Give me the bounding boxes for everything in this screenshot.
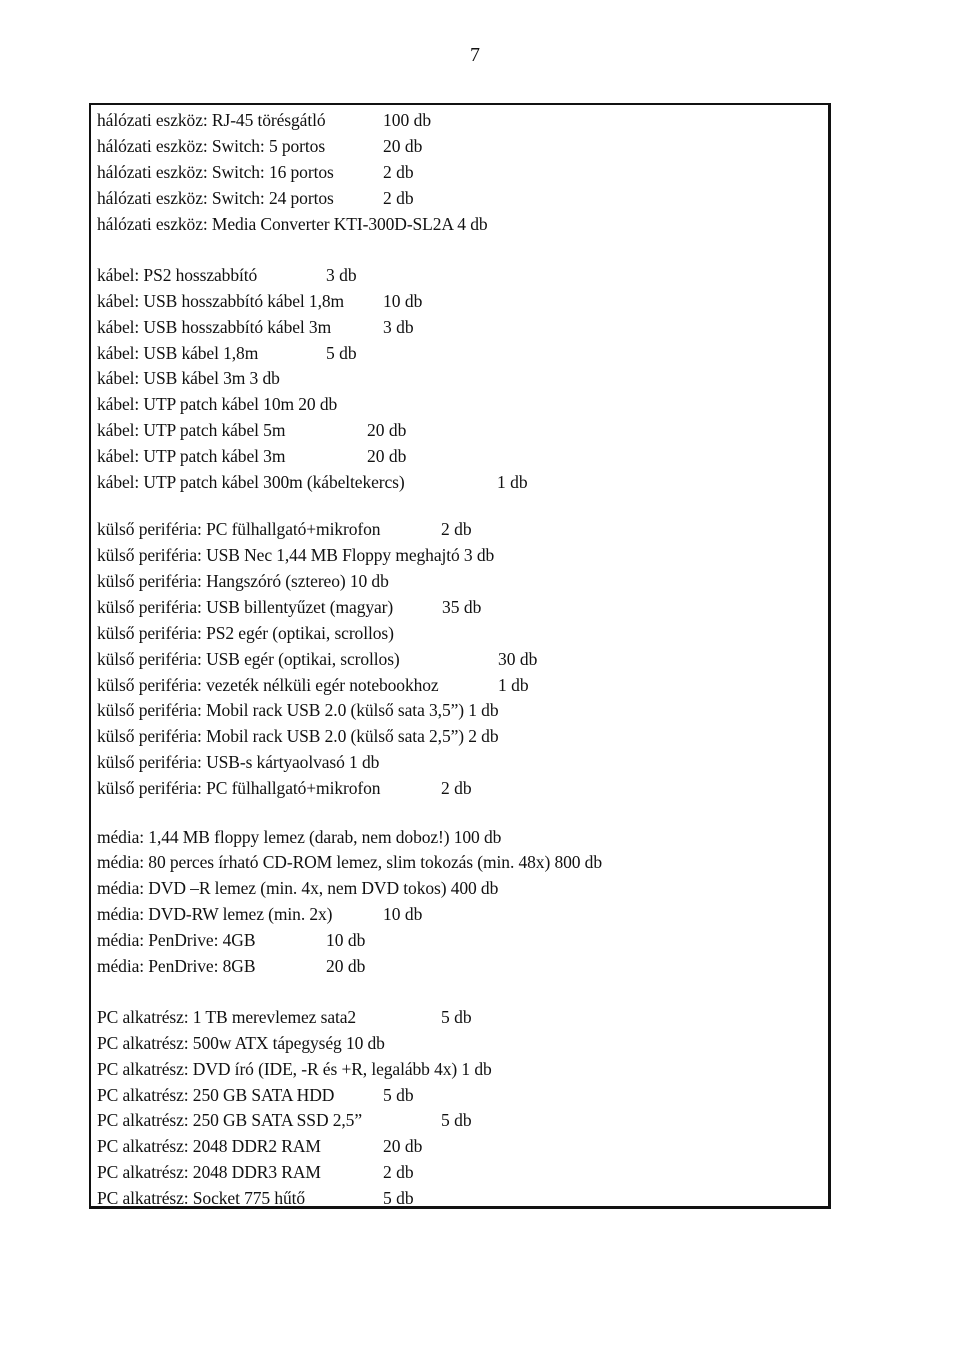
quantity: 20 db xyxy=(326,956,366,976)
list-item: PC alkatrész: 250 GB SATA SSD 2,5” xyxy=(97,1110,362,1130)
list-item: kábel: UTP patch kábel 10m 20 db xyxy=(97,394,338,414)
quantity: 20 db xyxy=(367,446,407,466)
quantity: 100 db xyxy=(383,110,432,130)
list-item: PC alkatrész: 500w ATX tápegység 10 db xyxy=(97,1033,385,1053)
quantity: 10 db xyxy=(383,904,423,924)
list-item: külső periféria: USB egér (optikai, scrollos) xyxy=(97,649,400,669)
quantity: 2 db xyxy=(441,778,472,798)
list-item: hálózati eszköz: Switch: 5 portos xyxy=(97,136,326,156)
list-item: kábel: USB hosszabbító kábel 3m xyxy=(97,317,332,337)
list-item: kábel: UTP patch kábel 300m (kábeltekercs) xyxy=(97,472,405,492)
quantity: 5 db xyxy=(441,1007,472,1027)
quantity: 5 db xyxy=(383,1188,414,1208)
list-item: PC alkatrész: DVD író (IDE, -R és +R, legalább 4x) 1 db xyxy=(97,1059,492,1079)
list-item: kábel: UTP patch kábel 3m xyxy=(97,446,286,466)
quantity: 2 db xyxy=(383,162,414,182)
list-item: PC alkatrész: 2048 DDR3 RAM xyxy=(97,1162,321,1182)
quantity: 1 db xyxy=(497,472,528,492)
page-number: 7 xyxy=(470,44,480,66)
list-item: külső periféria: PC fülhallgató+mikrofon xyxy=(97,778,381,798)
list-item: kábel: PS2 hosszabbító xyxy=(97,265,258,285)
list-item: kábel: USB kábel 1,8m xyxy=(97,343,259,363)
list-item: média: PenDrive: 8GB xyxy=(97,956,256,976)
list-item: PC alkatrész: 1 TB merevlemez sata2 xyxy=(97,1007,357,1027)
list-item: média: DVD-RW lemez (min. 2x) xyxy=(97,904,333,924)
quantity: 5 db xyxy=(441,1110,472,1130)
quantity: 20 db xyxy=(383,1136,423,1156)
list-item: PC alkatrész: Socket 775 hűtő xyxy=(97,1188,306,1208)
quantity: 35 db xyxy=(442,597,482,617)
list-item: média: 80 perces írható CD-ROM lemez, slim tokozás (min. 48x) 800 db xyxy=(97,852,602,872)
quantity: 10 db xyxy=(326,930,366,950)
list-item: média: 1,44 MB floppy lemez (darab, nem doboz!) 100 db xyxy=(97,827,502,847)
list-item: külső periféria: Mobil rack USB 2.0 (külső sata 3,5”) 1 db xyxy=(97,700,499,720)
list-item: külső periféria: USB-s kártyaolvasó 1 db xyxy=(97,752,380,772)
quantity: 5 db xyxy=(326,343,357,363)
list-item: hálózati eszköz: Media Converter KTI-300D-SL2A 4 db xyxy=(97,214,488,234)
quantity: 5 db xyxy=(383,1085,414,1105)
list-item: külső periféria: Hangszóró (sztereo) 10 db xyxy=(97,571,389,591)
list-item: média: DVD –R lemez (min. 4x, nem DVD tokos) 400 db xyxy=(97,878,499,898)
quantity: 20 db xyxy=(383,136,423,156)
list-item: kábel: UTP patch kábel 5m xyxy=(97,420,286,440)
list-item: média: PenDrive: 4GB xyxy=(97,930,256,950)
quantity: 2 db xyxy=(441,519,472,539)
quantity: 2 db xyxy=(383,1162,414,1182)
quantity: 10 db xyxy=(383,291,423,311)
list-item: kábel: USB hosszabbító kábel 1,8m xyxy=(97,291,345,311)
list-item: külső periféria: vezeték nélküli egér notebookhoz xyxy=(97,675,439,695)
list-item: külső periféria: USB Nec 1,44 MB Floppy meghajtó 3 db xyxy=(97,545,495,565)
list-item: kábel: USB kábel 3m 3 db xyxy=(97,368,280,388)
list-item: külső periféria: PS2 egér (optikai, scrollos) xyxy=(97,623,394,643)
quantity: 20 db xyxy=(367,420,407,440)
list-item: PC alkatrész: 250 GB SATA HDD xyxy=(97,1085,335,1105)
list-item: külső periféria: PC fülhallgató+mikrofon xyxy=(97,519,381,539)
list-item: külső periféria: Mobil rack USB 2.0 (külső sata 2,5”) 2 db xyxy=(97,726,499,746)
list-item: hálózati eszköz: Switch: 24 portos xyxy=(97,188,334,208)
list-item: PC alkatrész: 2048 DDR2 RAM xyxy=(97,1136,321,1156)
quantity: 30 db xyxy=(498,649,538,669)
list-item: hálózati eszköz: RJ-45 törésgátló xyxy=(97,110,326,130)
quantity: 1 db xyxy=(498,675,529,695)
quantity: 2 db xyxy=(383,188,414,208)
list-item: külső periféria: USB billentyűzet (magyar) xyxy=(97,597,394,617)
list-item: hálózati eszköz: Switch: 16 portos xyxy=(97,162,334,182)
quantity: 3 db xyxy=(326,265,357,285)
quantity: 3 db xyxy=(383,317,414,337)
